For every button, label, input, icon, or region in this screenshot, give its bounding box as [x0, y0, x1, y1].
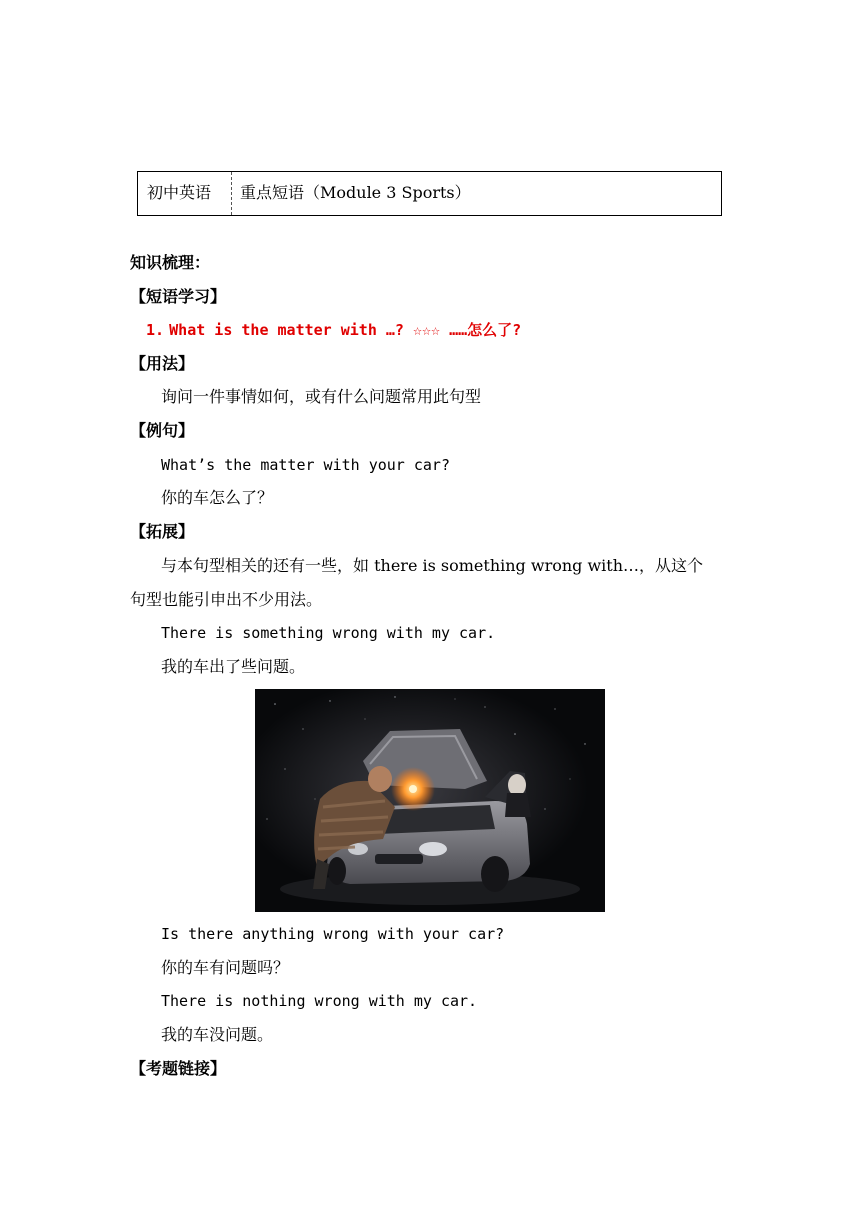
- usage-heading: 【用法】: [130, 354, 195, 373]
- extension-example-2-zh: 你的车有问题吗？: [161, 958, 290, 977]
- phrase-item: [146, 320, 521, 340]
- extension-heading: 【拓展】: [130, 522, 195, 541]
- exam-link-heading: 【考题链接】: [130, 1059, 227, 1078]
- example-en: What’s the matter with your car?: [161, 456, 450, 474]
- examples-heading: 【例句】: [130, 421, 195, 440]
- phrase-number: 1.: [146, 321, 165, 339]
- extension-example-2-en: Is there anything wrong with your car?: [161, 925, 505, 943]
- car-repair-illustration: [255, 689, 605, 912]
- extension-example-3-en: There is nothing wrong with my car.: [161, 992, 478, 1010]
- knowledge-title: 知识梳理：: [130, 253, 211, 272]
- topic-cell: 重点短语（Module 3 Sports）: [240, 183, 471, 202]
- phrase-text: What is the matter with …? ☆☆☆ ……怎么了?: [169, 321, 522, 339]
- example-zh: 你的车怎么了？: [161, 488, 274, 507]
- extension-example-1-en: There is something wrong with my car.: [161, 624, 496, 642]
- phrase-study-heading: 【短语学习】: [130, 287, 227, 306]
- header-table: [137, 171, 722, 216]
- usage-text: 询问一件事情如何，或有什么问题常用此句型: [161, 387, 482, 406]
- car-repair-photo: [255, 689, 605, 912]
- extension-line-2: 句型也能引申出不少用法。: [130, 590, 323, 609]
- extension-example-1-zh: 我的车出了些问题。: [161, 657, 306, 676]
- extension-line-1: 与本句型相关的还有一些，如 there is something wrong with…，从这个: [161, 556, 704, 575]
- subject-cell: 初中英语: [138, 172, 232, 215]
- extension-example-3-zh: 我的车没问题。: [161, 1025, 274, 1044]
